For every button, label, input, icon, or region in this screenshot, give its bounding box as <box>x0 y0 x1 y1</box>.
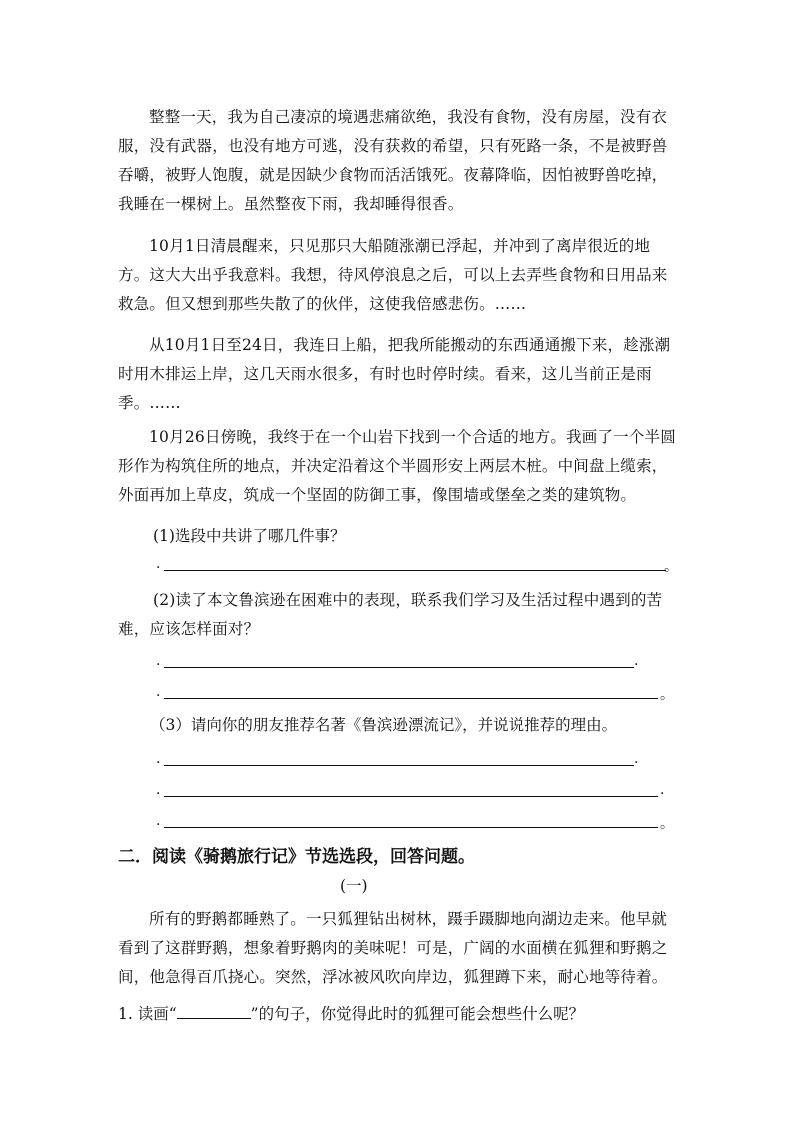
answer-end-mark: . <box>634 653 639 669</box>
answer-end-mark: . <box>660 782 665 798</box>
answer-line[interactable] <box>156 782 676 800</box>
passage-paragraph-2: 10月1日清晨醒来，只见那只大船随涨潮已浮起，并冲到了离岸很近的地方。这大大出乎我意料。我想，待风停浪息之后，可以上去弄些食物和日用品来救急。但又想到那些失散了的伙伴，这使我倍感悲伤。…… <box>118 237 668 313</box>
question-prefix: 1. 读画“ <box>118 1005 177 1023</box>
question-3: （3）请向你的朋友推荐名著《鲁滨逊漂流记》，并说说推荐的理由。 <box>150 716 618 734</box>
answer-end-mark: 。 <box>660 687 674 703</box>
passage-paragraph-1: 整整一天，我为自己凄凉的境遇悲痛欲绝，我没有食物，没有房屋，没有衣服，没有武器，也没有地方可逃，没有获救的希望，只有死路一条，不是被野兽吞嚼，被野人饱腹，就是因缺少食物而活活饿死。夜幕降临，因怕被野兽吃掉，我睡在一棵树上。虽然整夜下雨，我却睡得很香。 <box>118 108 668 213</box>
answer-line[interactable] <box>156 556 676 574</box>
answer-line[interactable] <box>156 813 676 831</box>
answer-rule <box>164 796 658 797</box>
fill-blank[interactable] <box>177 1004 251 1019</box>
answer-dot: . <box>156 556 161 572</box>
answer-rule <box>164 667 634 668</box>
answer-line[interactable] <box>156 751 676 769</box>
question-2: (2)读了本文鲁滨逊在困难中的表现，联系我们学习及生活过程中遇到的苦难，应该怎样面对？ <box>118 591 663 638</box>
answer-rule <box>164 827 658 828</box>
answer-dot: . <box>156 653 161 669</box>
answer-end-mark: 。 <box>664 559 678 575</box>
section2-paragraph: 所有的野鹅都睡熟了。一只狐狸钻出树林，蹑手蹑脚地向湖边走来。他早就看到了这群野鹅，想象着野鹅肉的美味呢！可是，广阔的水面横在狐狸和野鹅之间，他急得百爪挠心。突然，浮冰被风吹向岸边，狐狸蹲下来，耐心地等待着。 <box>118 910 668 986</box>
answer-end-mark: . <box>634 751 639 767</box>
passage-paragraph-4: 10月26日傍晚，我终于在一个山岩下找到一个合适的地方。我画了一个半圆形作为构筑住所的地点，并决定沿着这个半圆形安上两层木桩。中间盘上缆索，外面再加上草皮，筑成一个坚固的防御工事，像围墙或堡垒之类的建筑物。 <box>118 428 676 504</box>
question-suffix: ”的句子，你觉得此时的狐狸可能会想些什么呢？ <box>250 1005 585 1023</box>
answer-dot: . <box>156 684 161 700</box>
answer-dot: . <box>156 782 161 798</box>
section-subheading: (一) <box>340 877 368 895</box>
answer-dot: . <box>156 751 161 767</box>
question-1: (1)选段中共讲了哪几件事？ <box>153 527 346 545</box>
answer-rule <box>164 698 658 699</box>
answer-end-mark: 。 <box>660 816 674 832</box>
answer-rule <box>164 570 666 571</box>
answer-line[interactable] <box>156 653 676 671</box>
answer-line[interactable] <box>156 684 676 702</box>
section-heading: 二．阅读《骑鹅旅行记》节选选段，回答问题。 <box>118 847 475 867</box>
section2-question-1 <box>118 1002 584 1024</box>
passage-paragraph-3: 从10月1日至24日，我连日上船，把我所能搬动的东西通通搬下来，趁涨潮时用木排运上岸，这几天雨水很多，有时也时停时续。看来，这儿当前正是雨季。…… <box>118 336 671 412</box>
answer-dot: . <box>156 813 161 829</box>
answer-rule <box>164 765 634 766</box>
